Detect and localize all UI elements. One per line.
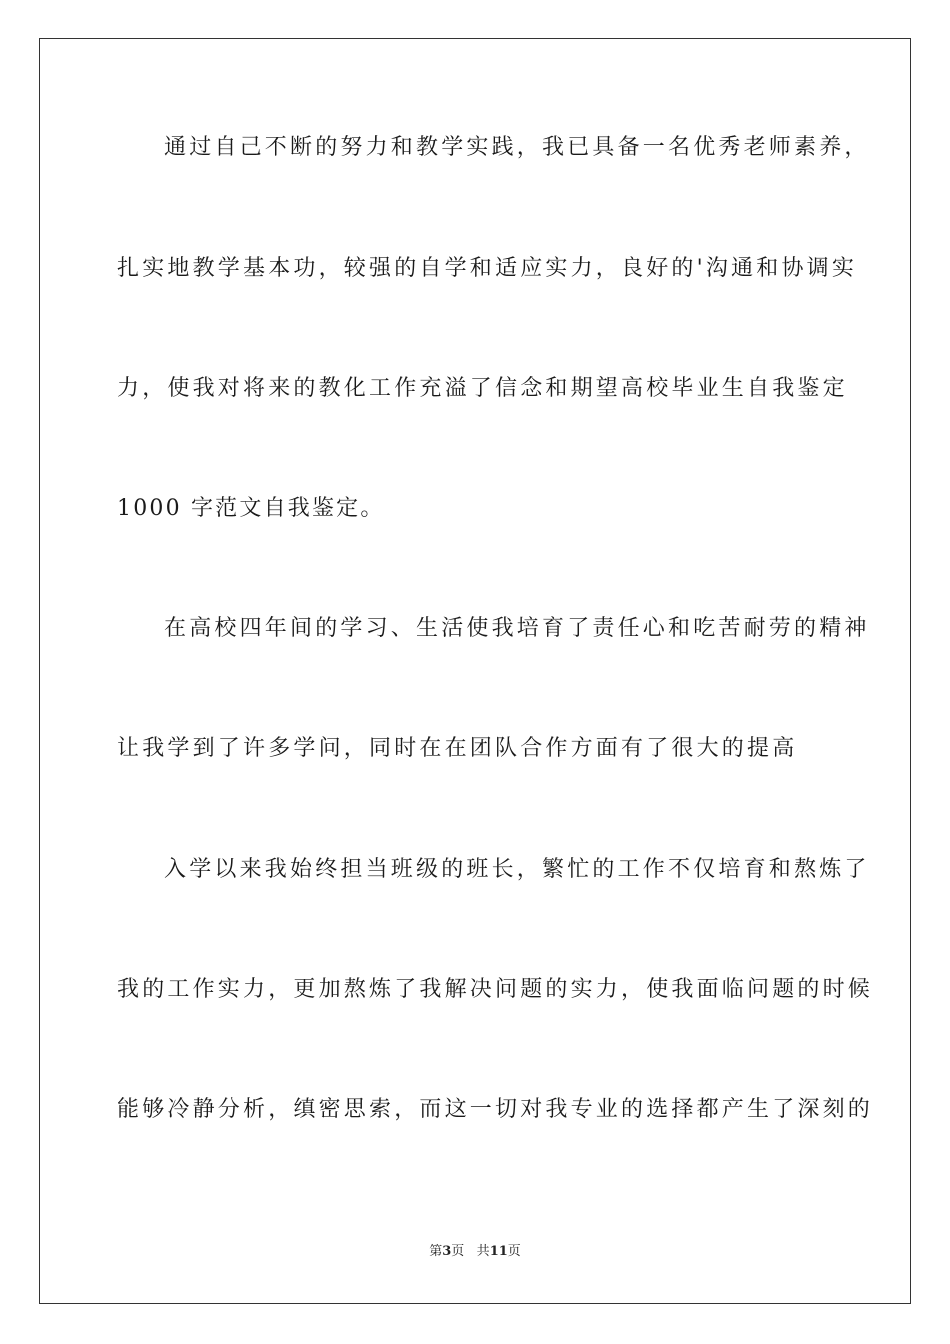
total-prefix: 共 bbox=[476, 1244, 490, 1259]
paragraph-3-line-2: 我的工作实力，更加熬炼了我解决问题的实力，使我面临问题的时候 bbox=[117, 977, 874, 1002]
page-prefix: 第 bbox=[429, 1244, 443, 1259]
page-suffix: 页 bbox=[451, 1244, 465, 1259]
paragraph-2-line-1: 在高校四年间的学习、生活使我培育了责任心和吃苦耐劳的精神 bbox=[164, 616, 870, 641]
paragraph-3-line-1: 入学以来我始终担当班级的班长，繁忙的工作不仅培育和熬炼了 bbox=[164, 857, 870, 882]
total-pages: 11 bbox=[489, 1244, 508, 1259]
paragraph-1-line-2: 扎实地教学基本功，较强的自学和适应实力，良好的'沟通和协调实 bbox=[117, 256, 858, 281]
paragraph-2-line-2: 让我学到了许多学问，同时在在团队合作方面有了很大的提高 bbox=[117, 736, 798, 761]
paragraph-1-line-4: 1000 字范文自我鉴定。 bbox=[117, 496, 385, 521]
page-number: 3 bbox=[442, 1244, 452, 1259]
total-suffix: 页 bbox=[507, 1244, 521, 1259]
page-footer bbox=[0, 1243, 950, 1261]
paragraph-3-line-3: 能够冷静分析，缜密思索，而这一切对我专业的选择都产生了深刻的 bbox=[117, 1097, 874, 1122]
paragraph-1-line-3: 力，使我对将来的教化工作充溢了信念和期望高校毕业生自我鉴定 bbox=[117, 376, 848, 401]
paragraph-1-line-1: 通过自己不断的努力和教学实践，我已具备一名优秀老师素养， bbox=[164, 135, 870, 160]
